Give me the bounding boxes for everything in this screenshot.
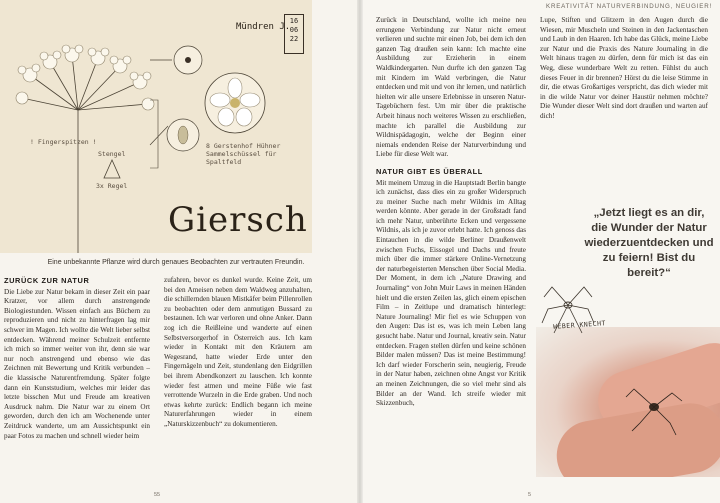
image-caption: Eine unbekannte Pflanze wird durch genaues Beobachten zur vertrauten Freundin. (47, 259, 305, 266)
date-line: 16 (289, 17, 299, 25)
sketch-note-stem: Stengel (98, 150, 126, 158)
body-text: zufahren, bevor es dunkel wurde. Keine Zeit, um bei den Ameisen neben dem Waldweg anzuhalten, die schillernden blauen Mistkäfer beim Pillenrollen zu beobachten oder dem anmutigen Bussard zu bestaunen. Ich war verloren und ohne Anker. Dann zog ich die Reißleine und wanderte auf einen Selbstversorgerhof in Österreich aus. Ich kam wieder in Kontakt mit den Kräutern am Wegesrand, hatte wieder Erde unter den Fingernägeln und Zeit, stundenlang den Eidgrillen bei ihrem Abendkonzert zu lauschen. Ich konnte wieder fest atmen und meine Füße wie fast verrottende Wurzeln in die Erde graben. Und noch etwas kehrte zurück: Endlich begann ich meine Naturerfahrungen wieder in einem „Naturskizzenbuch“ zu dokumentieren. (164, 276, 312, 428)
harvestman-spider-photo (536, 327, 720, 477)
sketch-note-stem-count: 3x Regel (96, 182, 128, 190)
left-column-1 (4, 276, 150, 441)
hand-photo (536, 327, 720, 477)
section-heading: NATUR GIBT ES ÜBERALL (376, 166, 483, 176)
book-gutter (357, 0, 363, 503)
date-line: 06 (289, 26, 299, 34)
doodle-label: WEBER KNECHT (552, 319, 607, 331)
body-text: Lupe, Stiften und Glitzern in den Augen durch die Wiesen, mir Muscheln und Steinen in den Jackentaschen und Laub in den Haaren. Ich habe das Glück, meine Liebe zur Natur und die Praxis des Nature Journaling in die Welt hinaus tragen zu dürfen, denn für mich ist das ein Weg, diese wunderbare Welt zu retten. Fühlst du auch dieses Feuer in dir brennen? Hörst du die leise Stimme in dir, die etwas Großartiges verspricht, das dich wieder mit in die wilde Natur vor deiner Haustür nehmen möchte? Die Wunder dieser Welt sind dort draußen und warten auf dich! (540, 16, 708, 120)
left-column-2 (164, 276, 312, 430)
plant-name-title: Giersch (168, 200, 308, 240)
sketch-date-box (284, 14, 304, 54)
body-text: Die Liebe zur Natur bekam in dieser Zeit ein paar Kratzer, vor allem durch anstrengende Biologiestunden. Wissen einfach aus Büchern zu reproduzieren und nicht zu hinterfragen lag mir schwer im Magen. Ich wollte die Welt lieber selbst entdecken. Während meiner Schulzeit entfernte ich mich so immer weiter von ihr, denn sie war nur noch anstrengend und ebenso wie das Zeichnen mit Bewertung und Kritik verbunden – die klassische Naturentfremdung. Später folgte dann ein Kunststudium, welches mir leider das letzte bisschen Mut und Freude am kreativen Ausdruck nahm. Die Natur war zu einem Ort geworden, durch den ich am Wochenende unter Zeitdruck wanderte, um am Aussichtspunkt ein paar Fotos zu machen und schnell wieder heim (4, 287, 150, 440)
running-header: KREATIVITÄT NATURVERBINDUNG, NEUGIER! (546, 3, 712, 10)
body-text: Mit meinem Umzug in die Hauptstadt Berlin bangte ich zunächst, dass dies ein zu großer Widerspruch zu meiner Suche nach mehr Wildnis im Alltag werden könnte. Aber gerade in der Großstadt fand ich mehr Natur, unberührte Ecken und vergessene Wildnis, als ich je zuvor erlebt hatte. Ich genoss das Eintauchen in die wilde Berliner Draußenwelt zwischen Fuchs, Eissogel und Dachs und freute mich über die immer stärkere Online-Vernetzung der naturbegeisterten Menschen über Social Media. Der Moment, in dem ich „Nature Drawing and Journaling“ von John Muir Laws in meinen Händen hielt und die ersten Zeilen las, glich einem epischen Film – in Zeitlupe und dramatisch hinterlegt: Nature Journaling! Mir fiel es wie Schuppen von den Augen: Das ist es, was ich mein Leben lang gesucht habe. Natur und Journal, kreativ sein. Natur entdecken. Fragen stellen dürfen und keine schönen Bilder malen müssen? Das ist meine Bestimmung! Ich darf wieder Forscherin sein, neugierig, Freude in der Natur haben, zeichnen ohne Angst vor Kritik an meinen Zeichnungen, die so viel mehr sind als Bilder an der Wand. Ich streife wieder mit Skizzenbuch, (376, 178, 526, 408)
sketch-place-note: Mündren J. (236, 22, 291, 32)
date-line: 22 (289, 35, 299, 43)
right-column-1 (376, 16, 526, 409)
right-column-2 (540, 16, 708, 122)
sketch-note-right: 8 Gerstenhof Hühner Sammelschüssel für Spaltfeld (206, 142, 281, 166)
sketch-note-left: ! Fingerspitzen ! (30, 138, 97, 146)
giersch-sketch-illustration (0, 0, 312, 253)
page-number: 5 (528, 492, 532, 498)
page-number: 55 (154, 492, 161, 498)
section-heading: ZURÜCK ZUR NATUR (4, 276, 90, 285)
pull-quote: „Jetzt liegt es an dir, die Wunder der Natur wiederzuentdecken und zu feiern! Bist du bereit?“ (584, 207, 714, 279)
body-text: Zurück in Deutschland, wollte ich meine neu errungene Verbindung zur Natur nicht erneut verlieren und suchte mir einen Job, bei dem ich den ganzen Tag draußen sein kann: Ich machte eine Ausbildung zur Erzieherin in einem Waldkindergarten. Nun durfte ich den ganzen Tag mit Kindern im Wald verbringen, die Natur entdecken und mit und von ihr lernen, und natürlich hielten wir alle unsere Erlebnisse in unseren Natur-Tagebüchern fest. Um mir über die praktische Arbeit hinaus noch weiteres Wissen zu erschließen, machte ich parallel die Ausbildung zur Wildnispädagogin, welche der Beginn einer niemals endenden Reise der Naturverbindung und Liebe für diese Welt war. (376, 16, 526, 159)
